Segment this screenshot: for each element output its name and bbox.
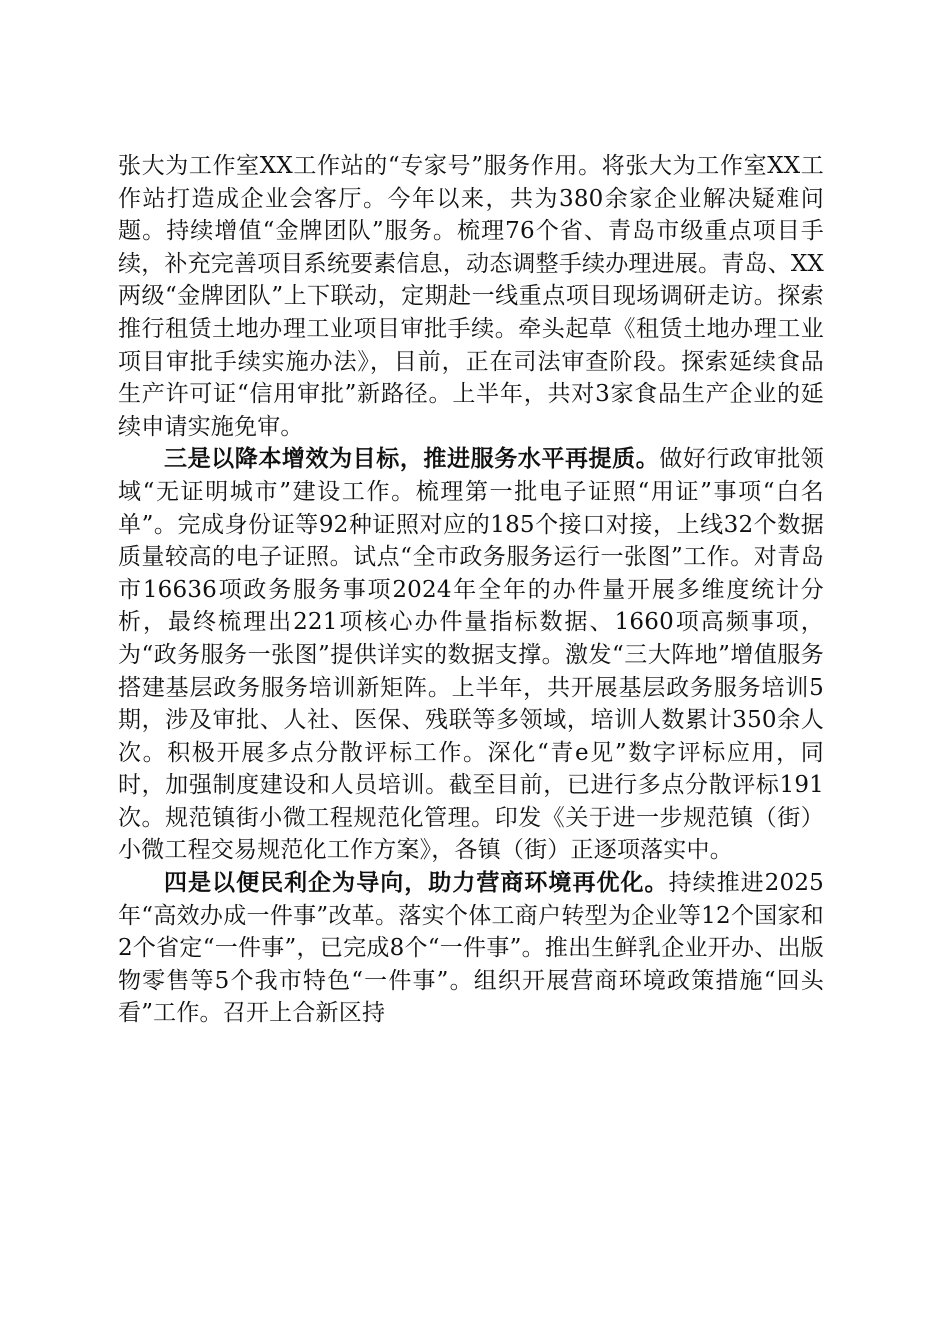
paragraph-heading: 三是以降本增效为目标，推进服务水平再提质。 xyxy=(164,445,660,473)
paragraph-heading: 四是以便民利企为导向，助力营商环境再优化。 xyxy=(164,869,669,897)
paragraph-section-four xyxy=(118,867,824,1030)
paragraph-continuation xyxy=(118,150,824,443)
paragraph-text: 做好行政审批领域“无证明城市”建设工作。梳理第一批电子证照“用证”事项“白名单”。完成身份证等92种证照对应的185个接口对接，上线32个数据质量较高的电子证照。试点“全市政务服务运行一张图”工作。对青岛市16636项政务服务事项2024年全年的办件量开展多维度统计分析，最终梳理出221项核心办件量指标数据、1660项高频事项，为“政务服务一张图”提供详实的数据支撑。激发“三大阵地”增值服务搭建基层政务服务培训新矩阵。上半年，共开展基层政务服务培训5期，涉及审批、人社、医保、残联等多领域，培训人数累计350余人次。积极开展多点分散评标工作。深化“青e见”数字评标应用，同时，加强制度建设和人员培训。截至目前，已进行多点分散评标191次。规范镇街小微工程规范化管理。印发《关于进一步规范镇（街）小微工程交易规范化工作方案》，各镇（街）正逐项落实中。 xyxy=(118,446,825,864)
paragraph-text: 张大为工作室XX工作站的“专家号”服务作用。将张大为工作室XX工作站打造成企业会客厅。今年以来，共为380余家企业解决疑难问题。持续增值“金牌团队”服务。梳理76个省、青岛市级重点项目手续，补充完善项目系统要素信息，动态调整手续办理进展。青岛、XX两级“金牌团队”上下联动，定期赴一线重点项目现场调研走访。探索推行租赁土地办理工业项目审批手续。牵头起草《租赁土地办理工业项目审批手续实施办法》，目前，正在司法审查阶段。探索延续食品生产许可证“信用审批”新路径。上半年，共对3家食品生产企业的延续申请实施免审。 xyxy=(118,153,824,440)
document-body xyxy=(118,150,824,1030)
paragraph-section-three xyxy=(118,443,824,867)
paragraph-text: 持续推进2025年“高效办成一件事”改革。落实个体工商户转型为企业等12个国家和2个省定“一件事”，已完成8个“一件事”。推出生鲜乳企业开办、出版物零售等5个我市特色“一件事”。组织开展营商环境政策措施“回头看”工作。召开上合新区持 xyxy=(118,870,825,1027)
